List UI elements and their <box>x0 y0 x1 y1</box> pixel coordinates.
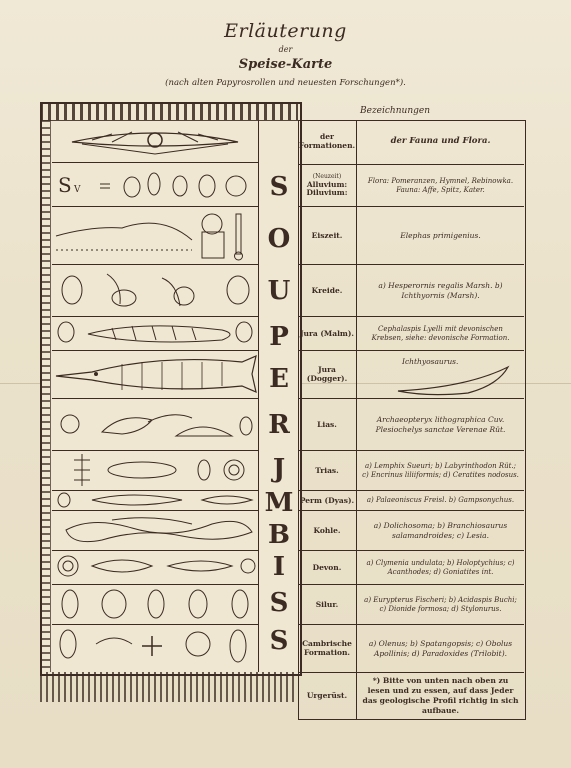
description-cell <box>357 351 524 399</box>
description-cell: a) Eurypterus Fischeri; b) Acidaspis Buchi; c) Dionide formosa; d) Stylonurus. <box>364 595 517 613</box>
letter-s3: S <box>269 626 289 656</box>
description-cell: a) Lemphix Sueuri; b) Labyrinthodon Rüt.; c) Encrinus liliiformis; d) Ceratites nodosus. <box>362 461 519 479</box>
table-row <box>298 584 524 625</box>
ichthyosaurus-tail-icon <box>368 351 523 399</box>
silur-illustration <box>52 584 258 625</box>
table-row <box>298 206 524 265</box>
souper-letters <box>258 120 299 672</box>
description-cell: a) Clymenia undulata; b) Holoptychius; c) Acanthodes; d) Goniatites int. <box>366 558 515 576</box>
letter-o: O <box>267 224 291 254</box>
formation-name: Alluvium: Diluvium: <box>306 179 348 198</box>
coal-illustration <box>52 510 258 551</box>
formation-cell: Trias. <box>298 451 357 491</box>
letter-j: J <box>272 454 286 484</box>
header-title: Erläuterung <box>224 20 347 42</box>
formation-cell: Eiszeit. <box>298 207 357 265</box>
ichthyosaurus-label: Ichthyosaurus. <box>402 357 459 366</box>
letter-b: B <box>268 520 290 550</box>
table-row <box>298 550 524 585</box>
column-header: Bezeichnungen <box>360 106 430 116</box>
description-cell: a) Olenus; b) Spatangopsis; c) Obolus Apollinis; d) Paradoxides (Trilobit). <box>368 639 513 658</box>
formation-cell: Cambrische Formation. <box>298 625 357 673</box>
svg-text:V: V <box>74 185 81 195</box>
formation-cell: Jura (Dogger). <box>298 351 357 399</box>
frieze-border <box>40 102 298 121</box>
menu-title: Speise-Karte <box>238 57 333 72</box>
table-header-row <box>298 120 524 164</box>
table-row <box>298 672 524 719</box>
reading-note: *) Bitte von unten nach oben zu lesen und zu essen, auf dass Jeder das geologische Profil richtig in sich aufbaue. <box>362 676 519 715</box>
frieze-side-border <box>40 120 51 672</box>
letter-m: M <box>264 488 294 518</box>
table-row <box>298 624 524 673</box>
table-row <box>298 510 524 551</box>
table-row <box>298 316 524 351</box>
letter-u: U <box>267 276 291 306</box>
formation-cell: Kohle. <box>298 511 357 551</box>
winged-sun-illustration <box>52 120 258 163</box>
description-cell: Elephas primigenius. <box>400 231 481 241</box>
ichthyosaurus-illustration <box>52 350 258 399</box>
table-row <box>298 264 524 317</box>
formation-cell: Kreide. <box>298 265 357 317</box>
formation-cell: Urgerüst. <box>298 673 357 719</box>
letter-e: E <box>269 364 289 394</box>
perm-illustration <box>52 490 258 511</box>
ice-age-illustration <box>52 206 258 265</box>
table-row <box>298 398 524 451</box>
svg-text:S: S <box>58 173 72 197</box>
formation-header: der Formationen. <box>298 120 357 164</box>
devon-illustration <box>52 550 258 585</box>
formation-cell: Silur. <box>298 585 357 625</box>
description-cell: Flora: Pomeranzen, Hymnel, Rebinowka. Fauna: Affe, Spitz, Kater. <box>367 176 514 194</box>
letter-r: R <box>268 410 290 440</box>
cambrian-illustration <box>52 624 258 672</box>
formation-note: (Neuzeit) <box>312 172 342 180</box>
description-cell: a) Hesperornis regalis Marsh. b) Ichthyornis (Marsh). <box>378 281 503 300</box>
formation-cell: Jura (Malm). <box>298 317 357 351</box>
letter-s: S <box>269 172 289 202</box>
header-der: der <box>278 45 293 54</box>
letter-p: P <box>269 322 289 352</box>
table-row <box>298 490 524 511</box>
table-row <box>298 164 524 207</box>
description-cell: Archaeopteryx lithographica Cuv. Plesiochelys sanctae Verenae Rüt. <box>375 415 506 434</box>
formation-cell: Perm (Dyas). <box>298 491 357 511</box>
formation-cell: Devon. <box>298 551 357 585</box>
fauna-header: der Fauna und Flora. <box>390 136 491 147</box>
birds-illustration <box>52 264 258 317</box>
table-row <box>298 350 524 399</box>
animals-illustration <box>52 162 258 207</box>
table-row <box>298 450 524 491</box>
trias-illustration <box>52 450 258 491</box>
description-cell: a) Dolichosoma; b) Branchiosaurus salamandroides; c) Lesia. <box>373 521 508 540</box>
frieze-fringe <box>40 672 298 702</box>
letter-i: I <box>272 552 286 582</box>
header-subtitle: (nach alten Papyrosrollen und neuesten Forschungen*). <box>165 78 406 88</box>
formation-cell: Lias. <box>298 399 357 451</box>
description-cell: a) Palaeoniscus Freisl. b) Gampsonychus. <box>366 496 515 505</box>
cephalaspis-illustration <box>52 316 258 351</box>
archaeopteryx-illustration <box>52 398 258 451</box>
letter-s2: S <box>269 588 289 618</box>
description-cell: Cephalaspis Lyelli mit devonischen Krebsen, siehe: devonische Formation. <box>371 324 510 342</box>
formation-cell <box>298 165 357 207</box>
